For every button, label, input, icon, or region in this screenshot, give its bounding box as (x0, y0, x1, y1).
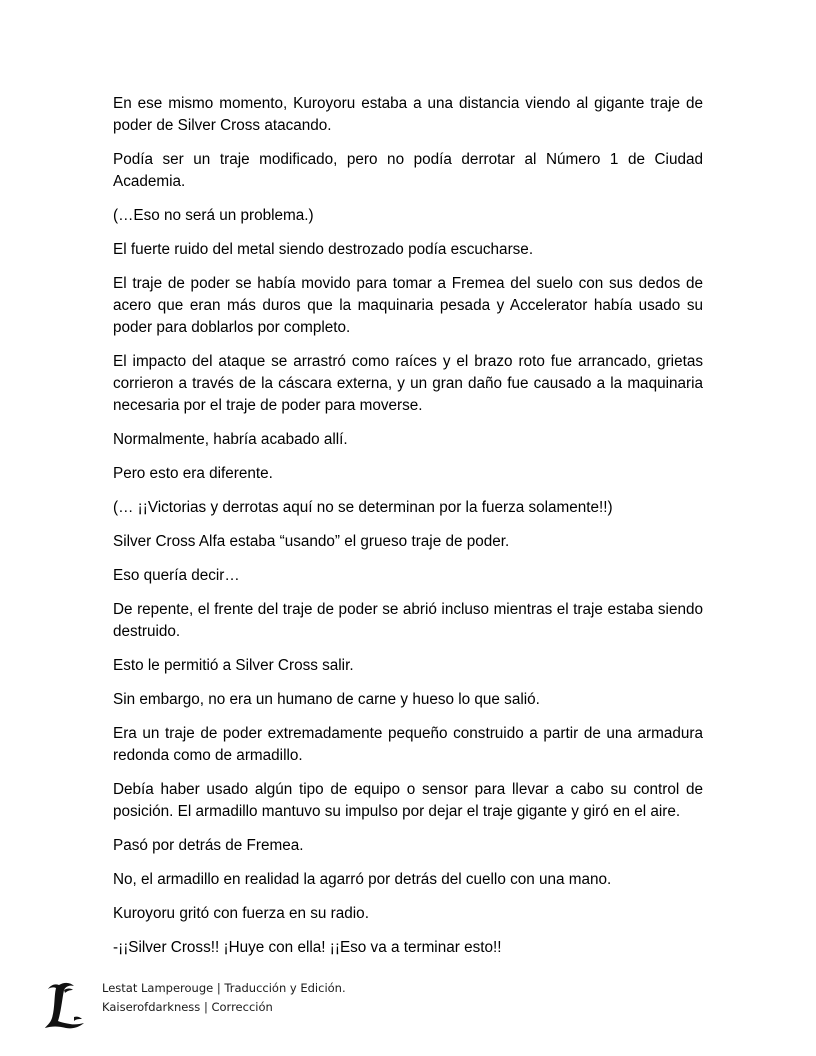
document-body (113, 93, 703, 971)
paragraph: No, el armadillo en realidad la agarró por detrás del cuello con una mano. (113, 871, 612, 888)
paragraph: El traje de poder se había movido para tomar a Fremea del suelo con sus dedos de acero que eran más duros que la maquinaria pesada y Accelerator había usado su poder para doblarlos por completo. (113, 275, 703, 336)
paragraph: Podía ser un traje modificado, pero no podía derrotar al Número 1 de Ciudad Academia. (113, 151, 703, 190)
paragraph: Debía haber usado algún tipo de equipo o sensor para llevar a cabo su control de posición. El armadillo mantuvo su impulso por dejar el traje gigante y giró en el aire. (113, 781, 703, 820)
paragraph: Sin embargo, no era un humano de carne y hueso lo que salió. (113, 691, 540, 708)
paragraph: Pero esto era diferente. (113, 465, 273, 482)
paragraph: Kuroyoru gritó con fuerza en su radio. (113, 905, 369, 922)
paragraph: -¡¡Silver Cross!! ¡Huye con ella! ¡¡Eso va a terminar esto!! (113, 939, 502, 956)
gothic-letter-l-icon (44, 980, 86, 1030)
paragraph: Eso quería decir… (113, 567, 240, 584)
paragraph: El fuerte ruido del metal siendo destrozado podía escucharse. (113, 241, 534, 258)
credits (102, 979, 346, 1017)
paragraph: Normalmente, habría acabado allí. (113, 431, 348, 448)
paragraph: De repente, el frente del traje de poder se abrió incluso mientras el traje estaba siendo destruido. (113, 601, 703, 640)
paragraph: Esto le permitió a Silver Cross salir. (113, 657, 354, 674)
page-footer (44, 978, 444, 1034)
paragraph: El impacto del ataque se arrastró como raíces y el brazo roto fue arrancado, grietas corrieron a través de la cáscara externa, y un gran daño fue causado a la maquinaria necesaria por el traje de poder para moverse. (113, 353, 703, 414)
paragraph: Pasó por detrás de Fremea. (113, 837, 304, 854)
paragraph: En ese mismo momento, Kuroyoru estaba a una distancia viendo al gigante traje de poder de Silver Cross atacando. (113, 95, 703, 134)
paragraph: (…Eso no será un problema.) (113, 207, 314, 224)
paragraph: Silver Cross Alfa estaba “usando” el grueso traje de poder. (113, 533, 510, 550)
paragraph: (… ¡¡Victorias y derrotas aquí no se determinan por la fuerza solamente!!) (113, 499, 613, 516)
credit-correction: Kaiserofdarkness | Corrección (102, 1000, 273, 1014)
paragraph: Era un traje de poder extremadamente pequeño construido a partir de una armadura redonda como de armadillo. (113, 725, 703, 764)
credit-translation: Lestat Lamperouge | Traducción y Edición. (102, 981, 346, 995)
